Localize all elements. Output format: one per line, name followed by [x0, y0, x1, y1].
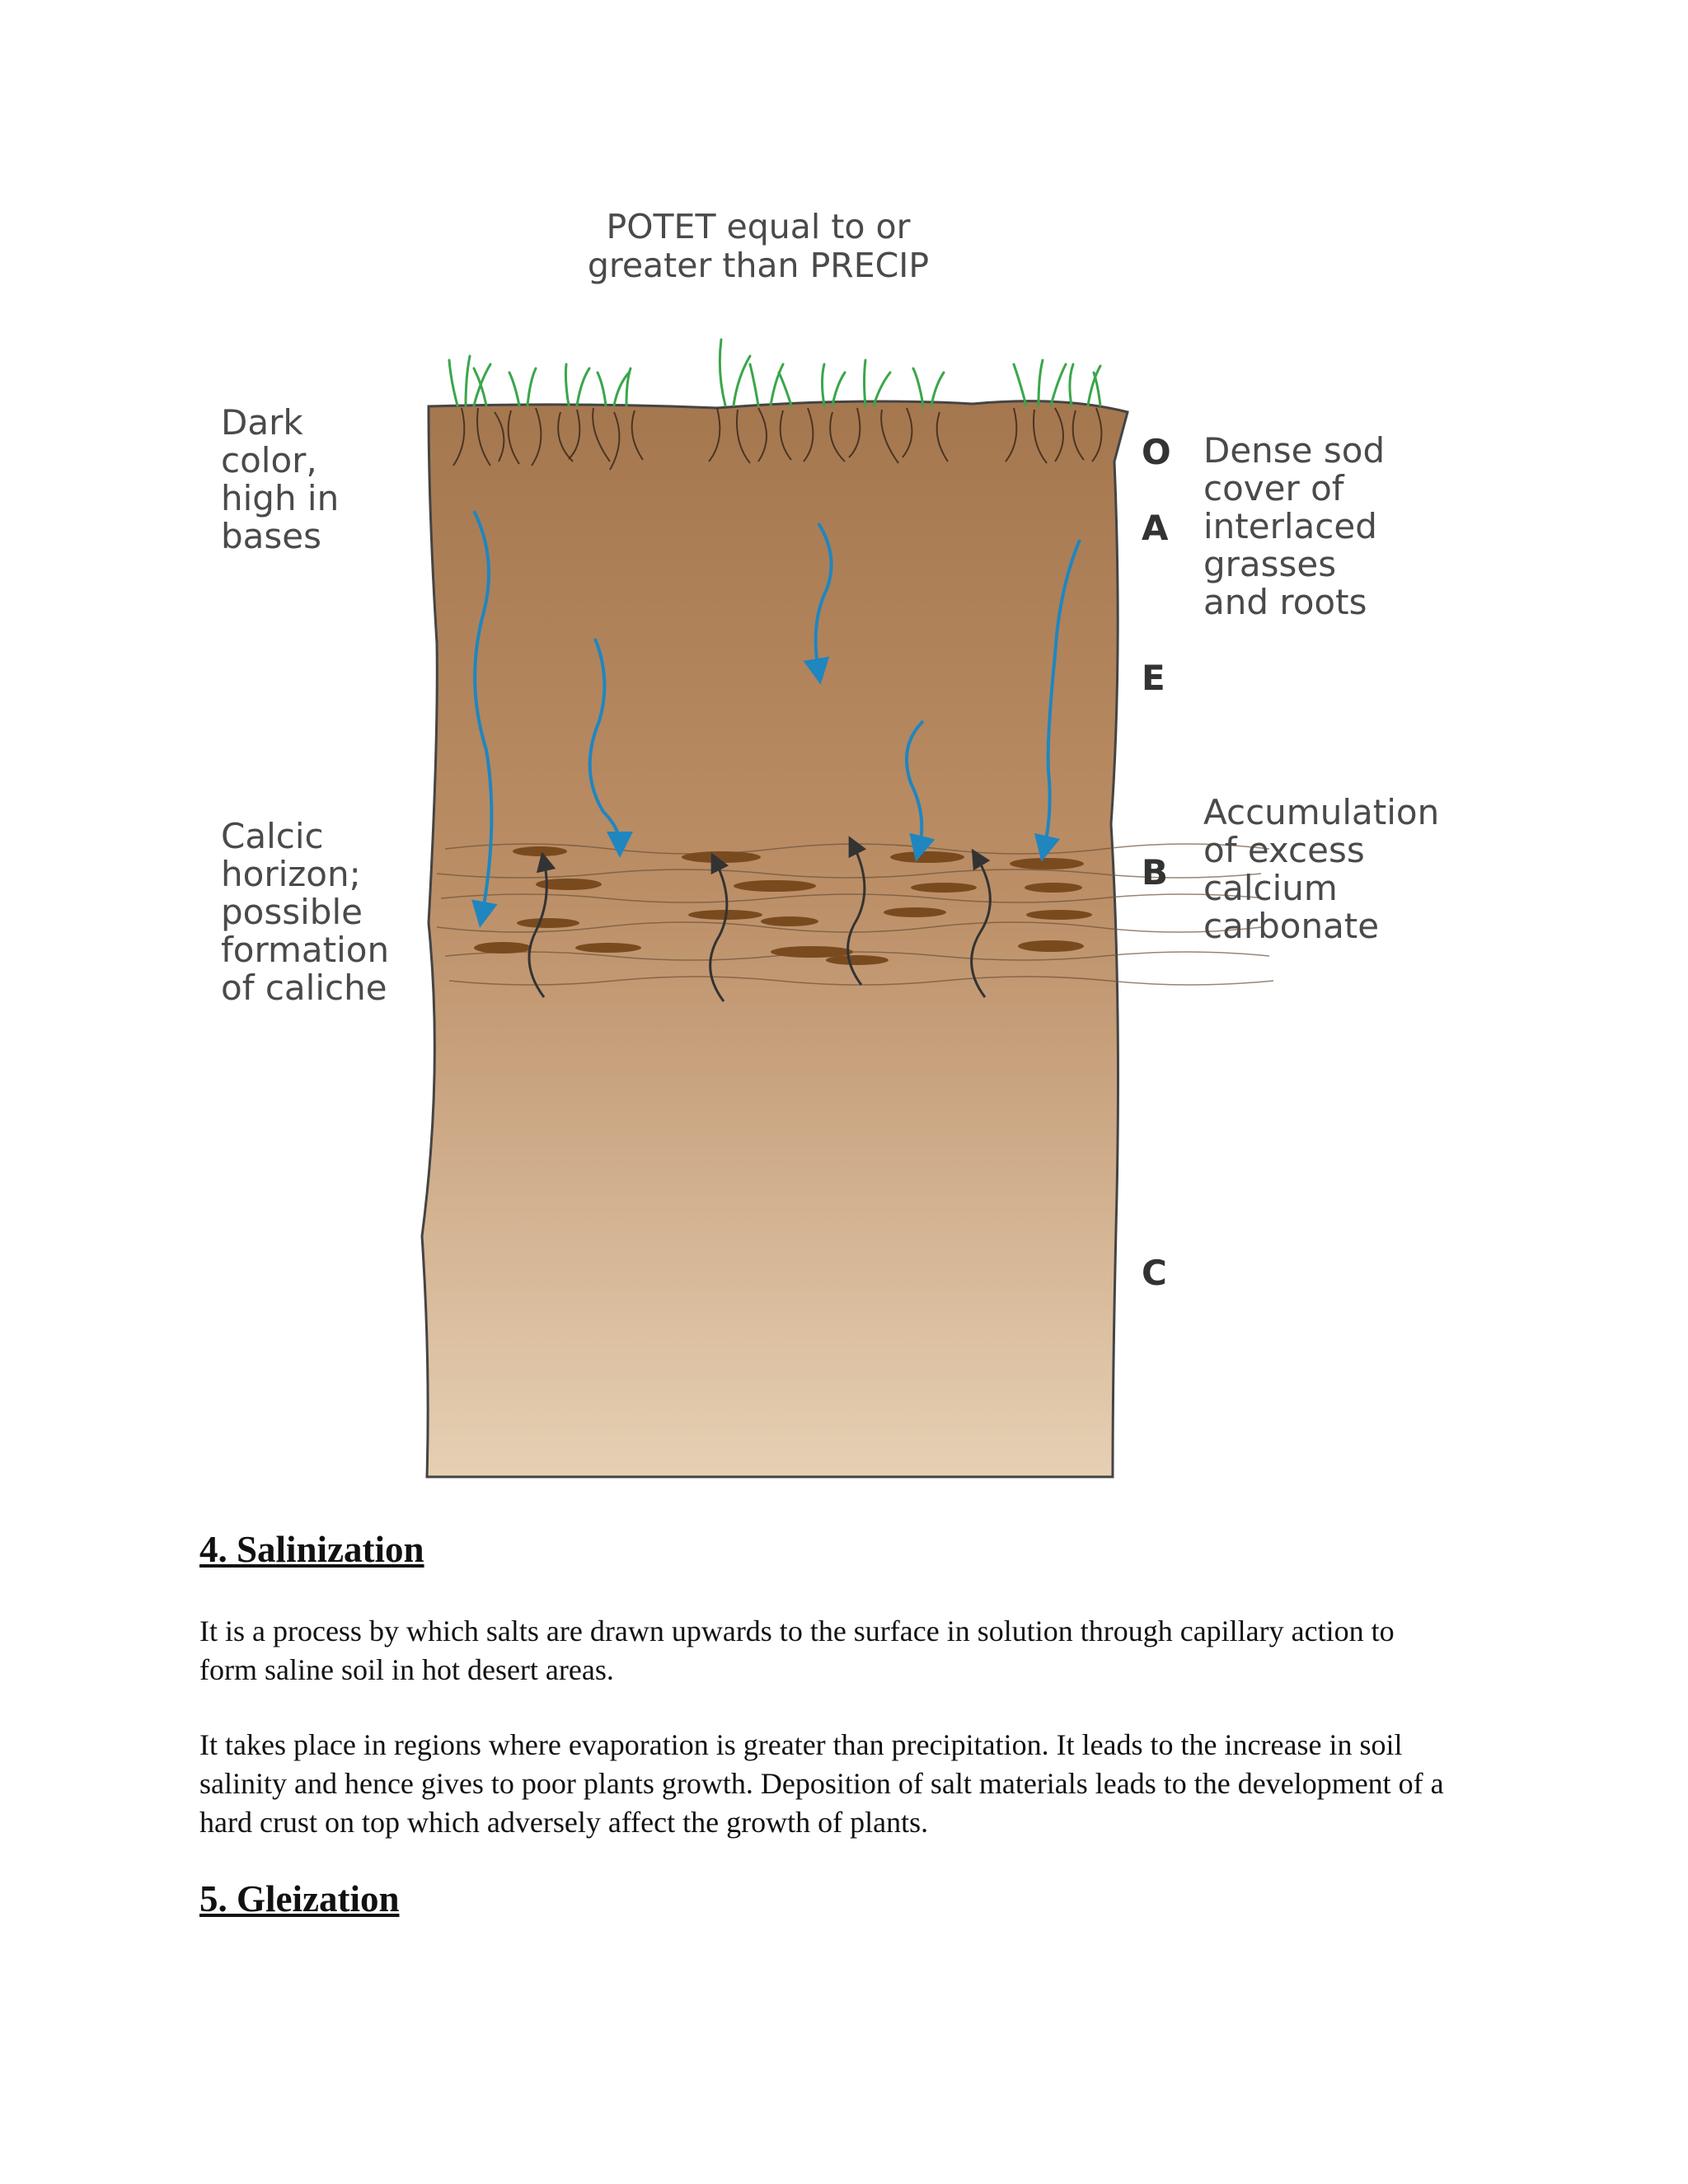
figure-title	[511, 208, 1006, 285]
horizon-label-c: C	[1142, 1253, 1167, 1293]
section-5-heading: 5. Gleization	[199, 1878, 400, 1919]
grass-tufts	[449, 340, 1100, 405]
figure-title-line-2: greater than PRECIP	[587, 246, 930, 285]
horizon-label-e: E	[1142, 658, 1165, 698]
section-4-paragraph-1: It is a process by which salts are drawn upwards to the surface in solution through capillary action to form saline soil in hot desert areas.	[199, 1615, 1395, 1686]
figure-title-line-1: POTET equal to or	[606, 207, 911, 246]
label-accumulation-carbonate: Accumulation of excess calcium carbonate	[1203, 792, 1440, 946]
section-4-heading: 4. Salinization	[199, 1529, 424, 1570]
section-4-paragraph-2: It takes place in regions where evaporation is greater than precipitation. It leads to the increase in soil salinity and hence gives to poor plants growth. Deposition of salt materials leads to the development of a hard crust on top which adversely affect the growth of plants.	[199, 1728, 1444, 1839]
soil-column	[422, 401, 1128, 1477]
label-dense-sod: Dense sod cover of interlaced grasses and roots	[1203, 430, 1386, 622]
label-calcic-horizon: Calcic horizon; possible formation of caliche	[221, 816, 390, 1008]
horizon-label-b: B	[1142, 852, 1169, 893]
horizon-label-o: O	[1142, 432, 1171, 472]
label-dark-color: Dark color, high in bases	[221, 402, 340, 556]
horizon-label-a: A	[1142, 508, 1169, 548]
